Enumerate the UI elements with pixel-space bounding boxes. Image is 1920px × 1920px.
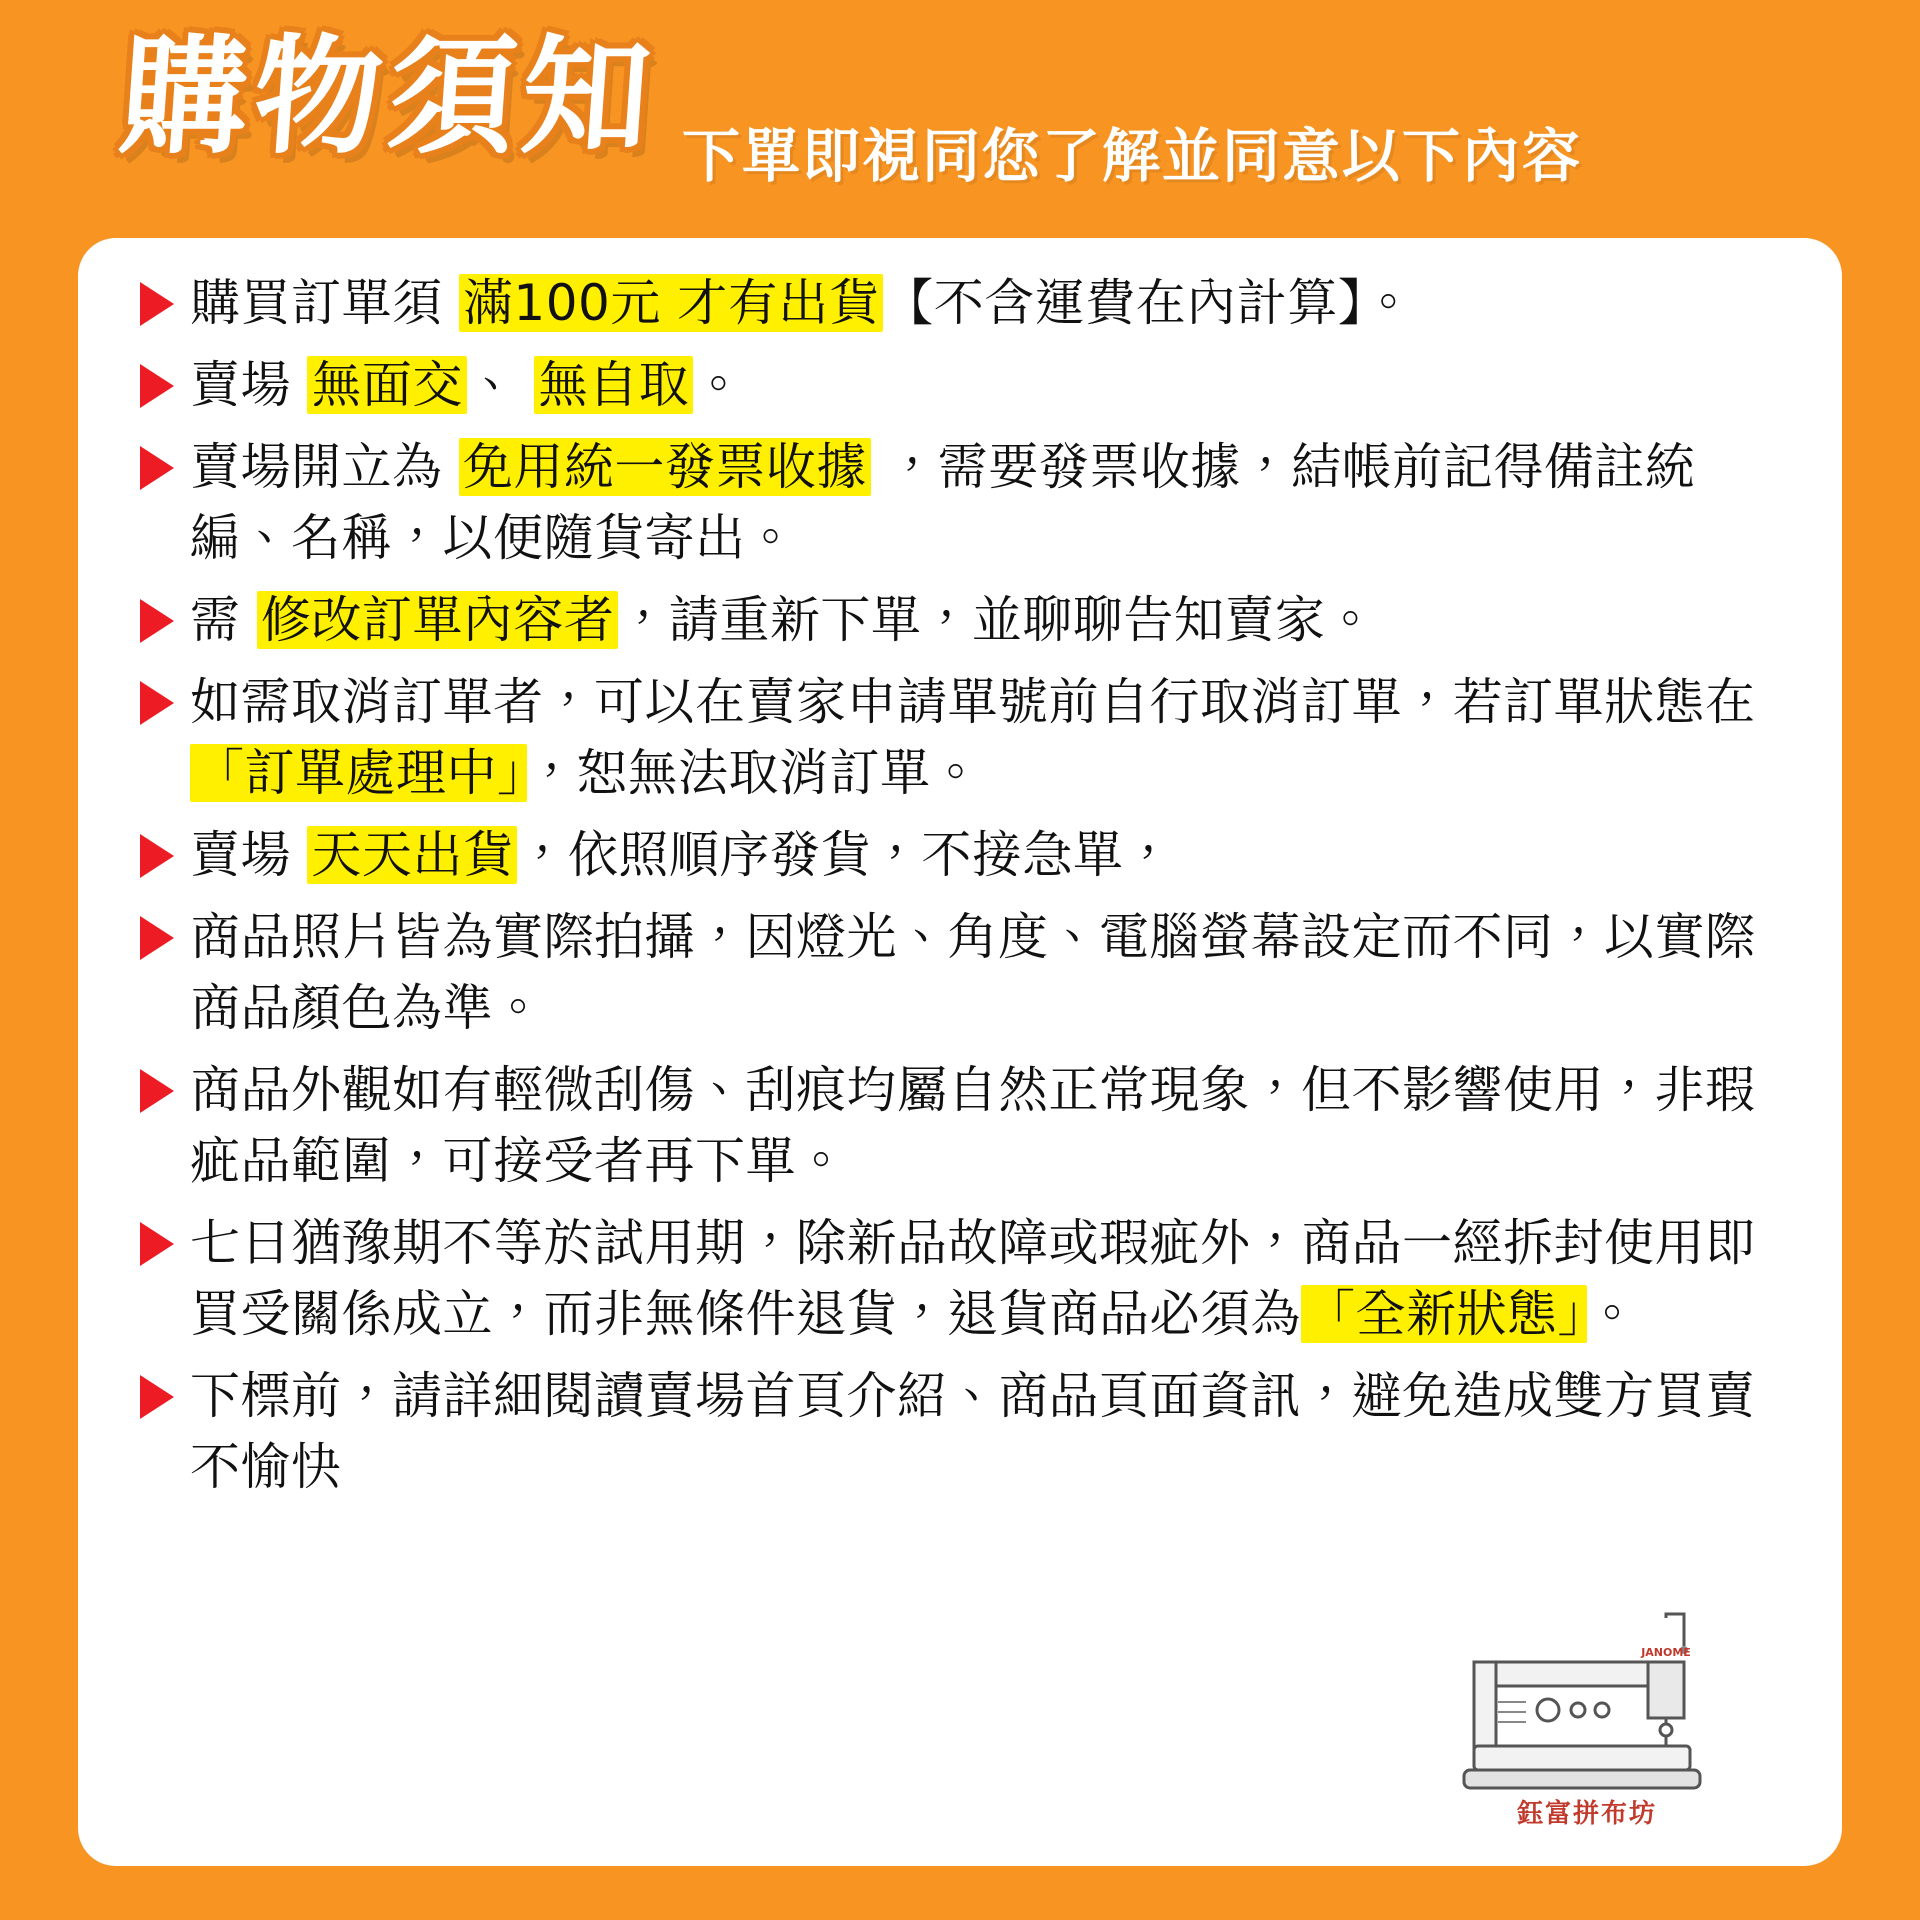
notice-item bbox=[140, 902, 1784, 1044]
triangle-bullet-icon bbox=[140, 1069, 174, 1113]
shop-name: 鈺富拼布坊 bbox=[1516, 1799, 1657, 1829]
notice-item bbox=[140, 1055, 1784, 1197]
triangle-bullet-icon bbox=[140, 599, 174, 643]
notice-item-text bbox=[190, 1208, 1784, 1350]
triangle-bullet-icon bbox=[140, 1222, 174, 1266]
highlighted-text: 無自取 bbox=[534, 356, 694, 414]
notice-item bbox=[140, 667, 1784, 809]
notice-item bbox=[140, 585, 1784, 656]
triangle-bullet-icon bbox=[140, 446, 174, 490]
plain-text: 賣場 bbox=[190, 826, 308, 884]
notice-card bbox=[78, 238, 1842, 1866]
notice-item bbox=[140, 350, 1784, 421]
triangle-bullet-icon bbox=[140, 681, 174, 725]
triangle-bullet-icon bbox=[140, 834, 174, 878]
notice-item-text bbox=[190, 902, 1784, 1044]
plain-text: 購買訂單須 bbox=[190, 274, 459, 332]
highlighted-text: 無面交 bbox=[307, 356, 467, 414]
notice-item-text bbox=[190, 585, 1784, 656]
notice-item-text bbox=[190, 1361, 1784, 1503]
notice-list bbox=[140, 268, 1784, 1503]
plain-text: 、 bbox=[466, 356, 534, 414]
notice-item-text bbox=[190, 268, 1784, 339]
page-header bbox=[90, 18, 1860, 233]
plain-text: ，依照順序發貨，不接急單， bbox=[517, 826, 1174, 884]
plain-text: 商品外觀如有輕微刮傷、刮痕均屬自然正常現象，但不影響使用，非瑕疵品範圍，可接受者再下單。 bbox=[190, 1061, 1756, 1190]
plain-text: 。 bbox=[693, 356, 744, 414]
highlighted-text: 免用統一發票收據 bbox=[459, 438, 871, 496]
triangle-bullet-icon bbox=[140, 282, 174, 326]
triangle-bullet-icon bbox=[140, 364, 174, 408]
notice-item-text bbox=[190, 1055, 1784, 1197]
highlighted-text: 滿100元 才有出貨 bbox=[459, 274, 883, 332]
page-title: 購物須知 bbox=[114, 23, 662, 172]
plain-text: 如需取消訂單者，可以在賣家申請單號前自行取消訂單，若訂單狀態在 bbox=[190, 673, 1756, 731]
triangle-bullet-icon bbox=[140, 916, 174, 960]
plain-text: ，請重新下單，並聊聊告知賣家。 bbox=[618, 591, 1376, 649]
svg-text:JANOME: JANOME bbox=[1641, 1646, 1691, 1659]
plain-text: 需 bbox=[190, 591, 257, 649]
plain-text: 【不含運費在內計算】。 bbox=[883, 274, 1414, 332]
notice-item-text bbox=[190, 350, 1784, 421]
triangle-bullet-icon bbox=[140, 1375, 174, 1419]
notice-item-text bbox=[190, 432, 1784, 574]
plain-text: 賣場開立為 bbox=[190, 438, 459, 496]
sewing-machine-icon bbox=[1452, 1606, 1722, 1806]
notice-item-text bbox=[190, 667, 1784, 809]
page-subtitle: 下單即視同您了解並同意以下內容 bbox=[682, 122, 1583, 190]
highlighted-text: 「全新狀態」 bbox=[1301, 1285, 1587, 1343]
plain-text: 商品照片皆為實際拍攝，因燈光、角度、電腦螢幕設定而不同，以實際商品顏色為準。 bbox=[190, 908, 1756, 1037]
notice-item bbox=[140, 820, 1784, 891]
highlighted-text: 「訂單處理中」 bbox=[190, 744, 527, 802]
highlighted-text: 天天出貨 bbox=[307, 826, 517, 884]
plain-text: 。 bbox=[1587, 1285, 1638, 1343]
plain-text: 七日猶豫期不等於試用期，除新品故障或瑕疵外，商品一經拆封使用即買受關係成立，而非無條件退貨，退貨商品必須為 bbox=[190, 1214, 1756, 1343]
notice-item-text bbox=[190, 820, 1784, 891]
plain-text: ，需要發票收據，結帳前記得備註統編、名稱，以便隨貨寄出。 bbox=[190, 438, 1696, 567]
notice-item bbox=[140, 268, 1784, 339]
highlighted-text: 修改訂單內容者 bbox=[257, 591, 619, 649]
plain-text: 賣場 bbox=[190, 356, 308, 414]
notice-item bbox=[140, 432, 1784, 574]
notice-item bbox=[140, 1208, 1784, 1350]
plain-text: 下標前，請詳細閱讀賣場首頁介紹、商品頁面資訊，避免造成雙方買賣不愉快 bbox=[190, 1367, 1756, 1496]
notice-item bbox=[140, 1361, 1784, 1503]
plain-text: ，恕無法取消訂單。 bbox=[526, 744, 981, 802]
